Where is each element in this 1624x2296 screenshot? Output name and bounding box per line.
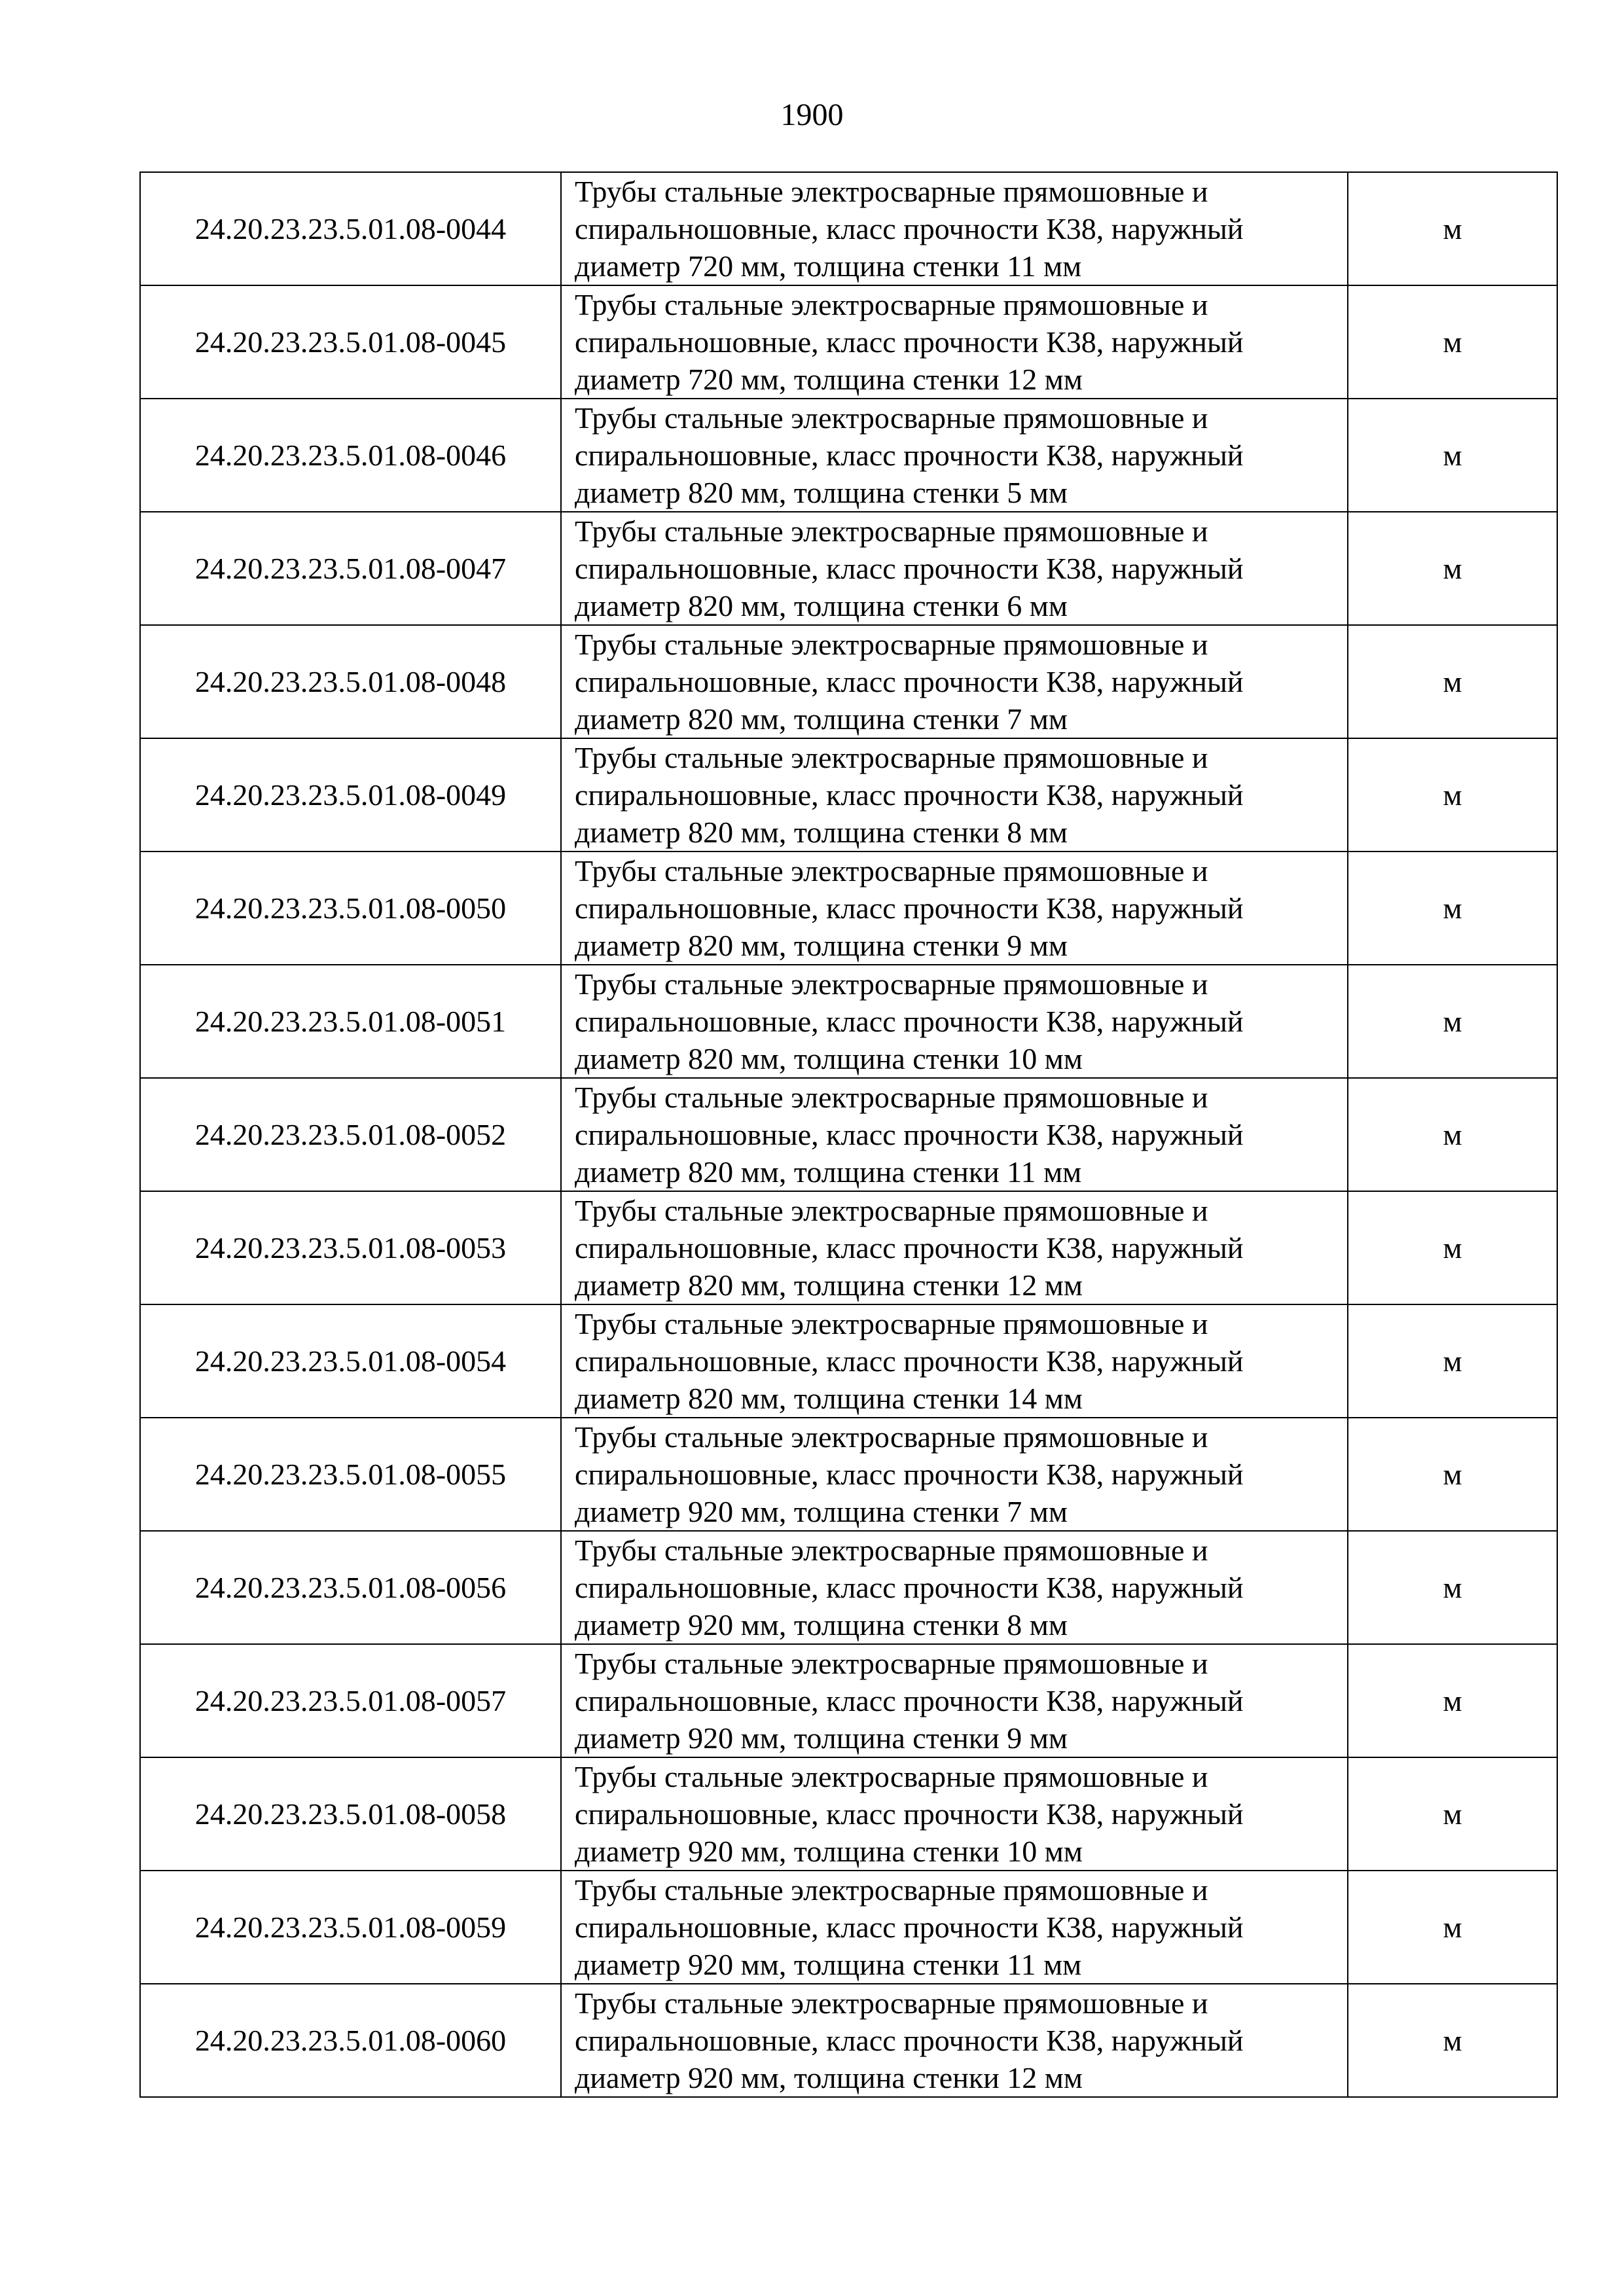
resource-description [561, 285, 1348, 399]
table-row [140, 1191, 1557, 1304]
description-line: спиральношовные, класс прочности К38, наружный [575, 1458, 1244, 1491]
unit-of-measure: м [1348, 625, 1557, 738]
description-line: спиральношовные, класс прочности К38, наружный [575, 778, 1244, 812]
resource-description [561, 1418, 1348, 1531]
unit-of-measure: м [1348, 1191, 1557, 1304]
description-line: спиральношовные, класс прочности К38, наружный [575, 1005, 1244, 1038]
description-line: спиральношовные, класс прочности К38, наружный [575, 1571, 1244, 1604]
unit-of-measure: м [1348, 285, 1557, 399]
description-line: Трубы стальные электросварные прямошовные и [575, 1307, 1208, 1340]
unit-of-measure: м [1348, 172, 1557, 285]
table-row [140, 965, 1557, 1078]
unit-of-measure: м [1348, 1644, 1557, 1757]
unit-of-measure: м [1348, 1418, 1557, 1531]
description-line: спиральношовные, класс прочности К38, наружный [575, 1231, 1244, 1265]
resource-description [561, 1644, 1348, 1757]
description-line: диаметр 720 мм, толщина стенки 11 мм [575, 249, 1082, 283]
description-line: Трубы стальные электросварные прямошовные и [575, 854, 1208, 888]
resource-code: 24.20.23.23.5.01.08-0044 [140, 172, 561, 285]
resource-description [561, 399, 1348, 512]
unit-of-measure: м [1348, 1984, 1557, 2097]
resource-description [561, 1078, 1348, 1191]
resource-description [561, 625, 1348, 738]
resource-code: 24.20.23.23.5.01.08-0045 [140, 285, 561, 399]
description-line: диаметр 820 мм, толщина стенки 11 мм [575, 1155, 1082, 1189]
resource-table [139, 171, 1558, 2098]
resource-code: 24.20.23.23.5.01.08-0050 [140, 852, 561, 965]
description-line: Трубы стальные электросварные прямошовные и [575, 1081, 1208, 1114]
description-line: Трубы стальные электросварные прямошовные и [575, 628, 1208, 661]
description-line: Трубы стальные электросварные прямошовные и [575, 1420, 1208, 1454]
resource-code: 24.20.23.23.5.01.08-0056 [140, 1531, 561, 1644]
description-line: диаметр 820 мм, толщина стенки 12 мм [575, 1268, 1083, 1302]
resource-description [561, 1531, 1348, 1644]
description-line: спиральношовные, класс прочности К38, наружный [575, 1797, 1244, 1831]
unit-of-measure: м [1348, 1078, 1557, 1191]
table-row [140, 738, 1557, 852]
table-row [140, 1984, 1557, 2097]
description-line: диаметр 820 мм, толщина стенки 6 мм [575, 589, 1068, 622]
description-line: спиральношовные, класс прочности К38, наружный [575, 1344, 1244, 1378]
description-line: Трубы стальные электросварные прямошовные и [575, 514, 1208, 548]
description-line: спиральношовные, класс прочности К38, наружный [575, 891, 1244, 925]
description-line: диаметр 820 мм, толщина стенки 9 мм [575, 929, 1068, 962]
unit-of-measure: м [1348, 1531, 1557, 1644]
table-row [140, 852, 1557, 965]
description-line: спиральношовные, класс прочности К38, наружный [575, 325, 1244, 359]
table-row [140, 399, 1557, 512]
unit-of-measure: м [1348, 852, 1557, 965]
table-body [140, 172, 1557, 2097]
description-line: Трубы стальные электросварные прямошовные и [575, 175, 1208, 208]
table-row [140, 172, 1557, 285]
resource-description [561, 1191, 1348, 1304]
description-line: спиральношовные, класс прочности К38, наружный [575, 665, 1244, 698]
table-row [140, 1304, 1557, 1418]
description-line: диаметр 920 мм, толщина стенки 10 мм [575, 1835, 1083, 1868]
table-row [140, 1757, 1557, 1871]
resource-description [561, 1757, 1348, 1871]
description-line: спиральношовные, класс прочности К38, наружный [575, 212, 1244, 245]
table-row [140, 1078, 1557, 1191]
resource-code: 24.20.23.23.5.01.08-0049 [140, 738, 561, 852]
resource-description [561, 852, 1348, 965]
resource-description [561, 1304, 1348, 1418]
table-row [140, 1871, 1557, 1984]
table-row [140, 285, 1557, 399]
resource-description [561, 965, 1348, 1078]
description-line: спиральношовные, класс прочности К38, наружный [575, 439, 1244, 472]
description-line: Трубы стальные электросварные прямошовные и [575, 1873, 1208, 1907]
resource-description [561, 1871, 1348, 1984]
description-line: Трубы стальные электросварные прямошовные и [575, 288, 1208, 321]
description-line: диаметр 920 мм, толщина стенки 9 мм [575, 1721, 1068, 1755]
description-line: спиральношовные, класс прочности К38, наружный [575, 1910, 1244, 1944]
description-line: спиральношовные, класс прочности К38, наружный [575, 1118, 1244, 1151]
description-line: диаметр 820 мм, толщина стенки 14 мм [575, 1382, 1083, 1415]
description-line: диаметр 920 мм, толщина стенки 7 мм [575, 1495, 1068, 1528]
description-line: Трубы стальные электросварные прямошовные и [575, 1647, 1208, 1680]
description-line: спиральношовные, класс прочности К38, наружный [575, 1684, 1244, 1717]
resource-code: 24.20.23.23.5.01.08-0047 [140, 512, 561, 625]
resource-code: 24.20.23.23.5.01.08-0057 [140, 1644, 561, 1757]
resource-description [561, 512, 1348, 625]
unit-of-measure: м [1348, 965, 1557, 1078]
unit-of-measure: м [1348, 738, 1557, 852]
description-line: Трубы стальные электросварные прямошовные и [575, 1986, 1208, 2020]
description-line: Трубы стальные электросварные прямошовные и [575, 401, 1208, 435]
description-line: диаметр 820 мм, толщина стенки 7 мм [575, 702, 1068, 736]
resource-code: 24.20.23.23.5.01.08-0051 [140, 965, 561, 1078]
resource-code: 24.20.23.23.5.01.08-0060 [140, 1984, 561, 2097]
resource-description [561, 172, 1348, 285]
resource-code: 24.20.23.23.5.01.08-0058 [140, 1757, 561, 1871]
unit-of-measure: м [1348, 1871, 1557, 1984]
unit-of-measure: м [1348, 1757, 1557, 1871]
resource-code: 24.20.23.23.5.01.08-0048 [140, 625, 561, 738]
description-line: спиральношовные, класс прочности К38, наружный [575, 2024, 1244, 2057]
description-line: Трубы стальные электросварные прямошовные и [575, 741, 1208, 774]
resource-description [561, 1984, 1348, 2097]
table-row [140, 1418, 1557, 1531]
description-line: диаметр 920 мм, толщина стенки 12 мм [575, 2061, 1083, 2094]
resource-code: 24.20.23.23.5.01.08-0052 [140, 1078, 561, 1191]
description-line: спиральношовные, класс прочности К38, наружный [575, 552, 1244, 585]
page-number: 1900 [780, 98, 844, 132]
unit-of-measure: м [1348, 399, 1557, 512]
table-row [140, 1531, 1557, 1644]
resource-description [561, 738, 1348, 852]
description-line: диаметр 820 мм, толщина стенки 8 мм [575, 816, 1068, 849]
description-line: диаметр 920 мм, толщина стенки 11 мм [575, 1948, 1082, 1981]
resource-code: 24.20.23.23.5.01.08-0046 [140, 399, 561, 512]
resource-code: 24.20.23.23.5.01.08-0055 [140, 1418, 561, 1531]
table-row [140, 512, 1557, 625]
resource-code: 24.20.23.23.5.01.08-0053 [140, 1191, 561, 1304]
description-line: Трубы стальные электросварные прямошовные и [575, 1534, 1208, 1567]
description-line: Трубы стальные электросварные прямошовные и [575, 1760, 1208, 1793]
description-line: диаметр 820 мм, толщина стенки 10 мм [575, 1042, 1083, 1075]
description-line: диаметр 920 мм, толщина стенки 8 мм [575, 1608, 1068, 1641]
resource-code: 24.20.23.23.5.01.08-0054 [140, 1304, 561, 1418]
description-line: Трубы стальные электросварные прямошовные и [575, 1194, 1208, 1227]
table-row [140, 625, 1557, 738]
description-line: Трубы стальные электросварные прямошовные и [575, 967, 1208, 1001]
table-row [140, 1644, 1557, 1757]
description-line: диаметр 720 мм, толщина стенки 12 мм [575, 363, 1083, 396]
unit-of-measure: м [1348, 1304, 1557, 1418]
unit-of-measure: м [1348, 512, 1557, 625]
resource-code: 24.20.23.23.5.01.08-0059 [140, 1871, 561, 1984]
description-line: диаметр 820 мм, толщина стенки 5 мм [575, 476, 1068, 509]
